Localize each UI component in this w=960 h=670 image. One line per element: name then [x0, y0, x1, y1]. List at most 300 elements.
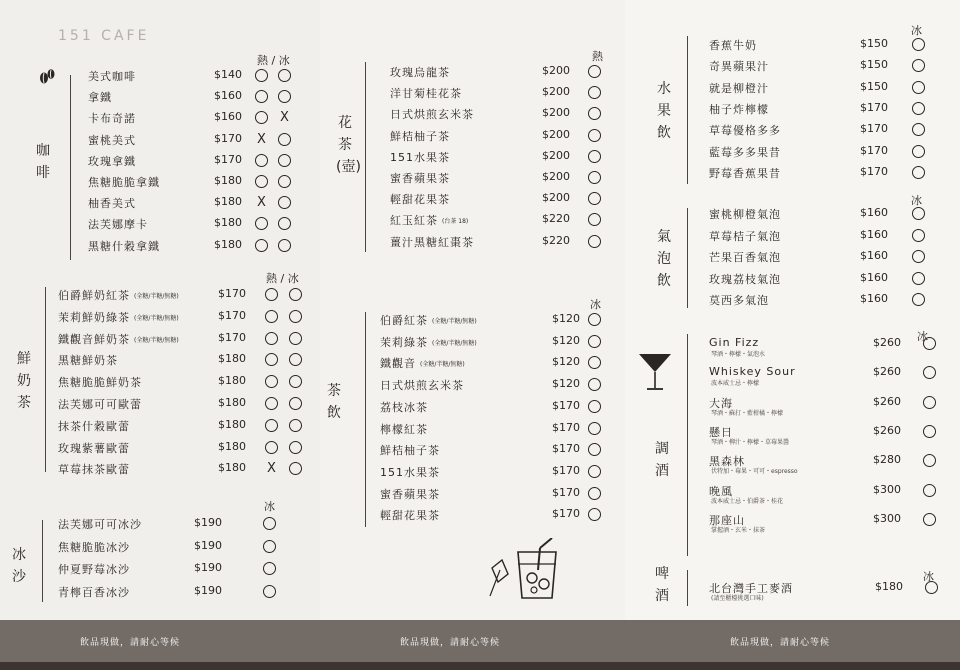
cocktail-item	[709, 365, 939, 386]
item-name: 草莓優格多多	[709, 124, 781, 138]
sparkling-ice-header: 冰	[911, 194, 922, 207]
tea-item	[380, 464, 610, 485]
item-note: (全糖/半糖/無糖)	[432, 339, 477, 347]
ice-option-mark	[278, 196, 291, 209]
fruit-item	[709, 37, 929, 58]
hot-option-mark	[588, 86, 601, 99]
ice-option-mark	[912, 38, 925, 51]
item-name: 151水果茶	[390, 150, 450, 164]
milk-tea-item	[58, 331, 308, 352]
item-price: $170	[860, 164, 888, 178]
ice-option-mark	[263, 585, 276, 598]
item-price: $180	[218, 396, 246, 409]
sparkling-item	[709, 206, 929, 227]
footer-bar	[320, 620, 625, 662]
item-ingredients: 琴酒・檸檬・氣泡水	[711, 351, 766, 358]
item-name: 檸檬紅茶	[380, 422, 428, 436]
item-note: (全糖/半糖/無糖)	[134, 293, 179, 300]
item-name: 焦糖脆脆冰沙	[58, 540, 130, 554]
hot-option-mark	[255, 217, 268, 230]
milk-tea-item	[58, 287, 308, 308]
ice-option-mark	[912, 123, 925, 136]
item-name: 柚子炸檸檬	[709, 102, 769, 116]
ice-option-mark	[923, 425, 936, 438]
smoothie-item	[58, 561, 283, 582]
sparkling-item	[709, 292, 929, 313]
item-name: 日式烘煎玄米茶	[380, 379, 464, 393]
hot-option-mark	[255, 90, 268, 103]
ice-option-mark	[588, 487, 601, 500]
ice-option-mark	[912, 272, 925, 285]
item-price: $180	[218, 352, 246, 366]
ice-option-mark	[923, 513, 936, 526]
ice-option-mark	[588, 508, 601, 521]
item-note: (全糖/半糖/無糖)	[432, 318, 477, 325]
ice-option-mark	[278, 154, 291, 167]
ice-option-mark	[588, 465, 601, 478]
ice-option-mark	[263, 540, 276, 553]
item-price: $150	[860, 58, 888, 72]
item-price: $170	[552, 420, 580, 434]
item-note: (全糖/半糖/無糖)	[420, 361, 465, 369]
item-name: 香蕉牛奶	[709, 39, 757, 52]
item-price: $180	[218, 374, 246, 388]
item-name: 草莓桔子氣泡	[709, 229, 781, 243]
item-name: 鐵觀音鮮奶茶 (全糖/半糖/無糖)	[58, 332, 179, 346]
item-price: $170	[218, 308, 246, 322]
item-name: 輕甜花果茶	[390, 193, 450, 207]
hot-option-mark	[588, 192, 601, 205]
item-name: 玫瑰烏龍茶	[390, 66, 450, 79]
ice-option-mark	[923, 454, 936, 467]
item-price: $180	[218, 439, 246, 453]
coffee-item	[88, 68, 303, 89]
item-price: $180	[875, 580, 903, 593]
flower-tea-item	[390, 64, 610, 85]
cocktail-item	[709, 336, 939, 357]
item-name: 茉莉鮮奶綠茶 (全糖/半糖/無糖)	[58, 310, 179, 324]
ice-option-mark	[289, 441, 302, 454]
hot-option-mark	[588, 235, 601, 248]
item-name: 薑汁黑糖紅棗茶	[390, 235, 474, 249]
item-price: $170	[860, 122, 888, 136]
flower-tea-item	[390, 106, 610, 127]
item-price: $200	[542, 191, 570, 205]
flower-tea-item	[390, 85, 610, 106]
flower-tea-hot-header: 熱	[592, 50, 603, 63]
item-note: (全糖/半糖/無糖)	[134, 314, 179, 322]
ice-option-mark	[289, 288, 302, 301]
ice-option-mark	[588, 356, 601, 369]
item-name: 就是柳橙汁	[709, 81, 769, 95]
ice-option-mark	[278, 217, 291, 230]
flower-tea-item	[390, 170, 610, 191]
item-price: $200	[542, 170, 570, 183]
divider	[687, 36, 688, 184]
cocktail-item	[709, 453, 939, 474]
ice-option-mark	[278, 239, 291, 252]
item-price: $120	[552, 333, 580, 347]
item-price: $160	[860, 249, 888, 262]
hot-option-mark	[588, 129, 601, 142]
ice-option-mark	[278, 133, 291, 146]
ice-option-mark: X	[280, 110, 289, 126]
tea-item	[380, 377, 610, 398]
menu-panel-middle	[320, 0, 625, 662]
item-name: 荔枝冰茶	[380, 400, 428, 414]
fruit-ice-header: 冰	[911, 24, 922, 37]
beer-ice-header: 冰	[923, 570, 934, 583]
milk-tea-item	[58, 461, 308, 482]
item-price: $180	[214, 195, 242, 209]
item-name: 151水果茶	[380, 465, 440, 479]
ice-option-mark	[912, 207, 925, 220]
hot-option-mark	[265, 375, 278, 388]
item-price: $180	[214, 216, 242, 230]
divider	[687, 208, 688, 308]
item-price: $160	[860, 292, 888, 305]
item-price: $200	[542, 127, 570, 141]
divider	[365, 312, 366, 527]
smoothie-ice-header: 冰	[264, 500, 275, 513]
hot-option-mark	[265, 332, 278, 345]
tea-category-title: 茶飲	[327, 383, 341, 421]
cocktail-item	[709, 512, 939, 533]
item-name: 蜜桃柳橙氣泡	[709, 208, 781, 221]
coffee-item	[88, 132, 303, 153]
item-price: $160	[214, 110, 242, 124]
item-price: $200	[542, 85, 570, 99]
coffee-item	[88, 89, 303, 110]
divider	[365, 62, 366, 252]
item-ingredients: 掌握酒・玄米・抹茶	[711, 526, 766, 534]
ice-option-mark	[912, 145, 925, 158]
menu-panel-left	[0, 0, 320, 662]
smoothie-category-title: 冰沙	[12, 547, 26, 585]
tea-item	[380, 486, 610, 507]
flower-tea-item	[390, 212, 610, 233]
coffee-hot-ice-header: 熱 / 冰	[257, 54, 290, 67]
item-ingredients: 波本威士忌・伯爵茶・桂花	[711, 497, 784, 505]
hot-option-mark	[265, 353, 278, 366]
hot-option-mark: X	[257, 195, 266, 211]
tea-item	[380, 421, 610, 442]
smoothie-item	[58, 516, 283, 537]
item-name: 黑森林	[709, 455, 745, 469]
ice-option-mark	[263, 562, 276, 575]
item-name: 法芙娜可可冰沙	[58, 518, 142, 531]
item-name: 焦糖脆脆拿鐵	[88, 176, 160, 189]
milk-tea-category-title: 鮮奶茶	[17, 351, 31, 411]
coffee-item	[88, 195, 303, 216]
footer-bar	[625, 620, 960, 662]
item-name: 莫西多氣泡	[709, 294, 769, 307]
ice-option-mark	[289, 375, 302, 388]
tea-item	[380, 334, 610, 355]
ice-option-mark	[588, 400, 601, 413]
flower-tea-item	[390, 234, 610, 255]
hot-option-mark	[588, 171, 601, 184]
item-name: 那座山	[709, 513, 745, 527]
hot-option-mark	[255, 111, 268, 124]
item-price: $120	[552, 312, 580, 325]
coffee-category-title: 咖啡	[36, 143, 50, 181]
item-ingredients: 琴酒・柳汁・檸檬・草莓果醬	[711, 438, 790, 446]
flower-tea-category-title: 花茶(壺)	[336, 115, 361, 175]
item-price: $160	[860, 206, 888, 219]
milk-tea-hot-ice-header: 熱 / 冰	[266, 272, 299, 285]
tea-item	[380, 312, 610, 333]
milk-tea-item	[58, 396, 308, 417]
item-price: $260	[873, 423, 901, 437]
item-name: 芒果百香氣泡	[709, 251, 781, 264]
item-name: 抹茶什穀歐蕾	[58, 419, 130, 433]
item-price: $150	[860, 79, 888, 93]
item-name: 日式烘煎玄米茶	[390, 108, 474, 122]
item-name: Gin Fizz	[709, 336, 760, 349]
item-name: 北台灣手工麥酒	[709, 582, 793, 595]
cocktail-glass-icon	[637, 350, 673, 392]
tea-ice-header: 冰	[590, 298, 601, 311]
hot-option-mark	[255, 175, 268, 188]
item-price: $170	[552, 442, 580, 456]
ice-option-mark	[923, 337, 936, 350]
ice-option-mark	[588, 335, 601, 348]
flower-tea-item	[390, 149, 610, 170]
item-name: 仲夏野莓冰沙	[58, 563, 130, 576]
sparkling-category-title: 氣泡飲	[657, 229, 671, 289]
item-price: $260	[873, 394, 901, 408]
cocktail-item	[709, 395, 939, 416]
ice-option-mark	[588, 378, 601, 391]
item-name: 奇異蘋果汁	[709, 60, 769, 74]
item-price: $260	[873, 336, 901, 349]
item-name: 玫瑰拿鐵	[88, 154, 136, 168]
hot-option-mark	[265, 397, 278, 410]
ice-option-mark	[588, 422, 601, 435]
milk-tea-item	[58, 309, 308, 330]
item-name: 玫瑰荔枝氣泡	[709, 272, 781, 286]
item-price: $140	[214, 68, 242, 81]
item-name: 蜜香蘋果茶	[380, 487, 440, 501]
item-price: $190	[194, 583, 222, 597]
item-price: $170	[218, 330, 246, 344]
item-price: $220	[542, 233, 570, 247]
ice-option-mark	[912, 59, 925, 72]
ice-option-mark	[588, 443, 601, 456]
divider	[70, 75, 71, 260]
item-name: 法芙娜可可歐蕾	[58, 398, 142, 411]
item-ingredients: (請至櫃檯挑選口味)	[711, 595, 764, 602]
item-price: $170	[552, 507, 580, 521]
cocktail-item	[709, 483, 939, 504]
item-price: $300	[873, 482, 901, 496]
ice-option-mark	[912, 293, 925, 306]
ice-option-mark	[588, 313, 601, 326]
item-name: 柚香美式	[88, 197, 136, 211]
cocktail-ice-header: 冰	[917, 330, 928, 343]
item-price: $170	[552, 398, 580, 412]
ice-option-mark	[263, 517, 276, 530]
item-name: Whiskey Sour	[709, 365, 796, 379]
ice-option-mark	[289, 397, 302, 410]
item-ingredients: 琴酒・蘇打・藍柑橘・檸檬	[711, 409, 784, 417]
item-name: 伯爵鮮奶紅茶 (全糖/半糖/無糖)	[58, 289, 179, 302]
item-price: $160	[214, 89, 242, 103]
smoothie-item	[58, 584, 283, 605]
item-name: 紅玉紅茶 (台茶 18)	[390, 214, 469, 228]
milk-tea-item	[58, 374, 308, 395]
footer-notice: 飲品現做，請耐心等候	[80, 638, 181, 648]
item-price: $150	[860, 37, 888, 50]
flower-tea-item	[390, 128, 610, 149]
fruit-item	[709, 122, 929, 143]
item-price: $190	[194, 561, 222, 574]
ice-option-mark	[912, 81, 925, 94]
milk-tea-item	[58, 352, 308, 373]
item-price: $160	[860, 227, 888, 241]
ice-option-mark	[923, 396, 936, 409]
ice-option-mark	[923, 484, 936, 497]
item-name: 洋甘菊桂花茶	[390, 87, 462, 101]
hot-option-mark	[588, 150, 601, 163]
cocktail-item	[709, 424, 939, 445]
divider	[687, 334, 688, 556]
ice-option-mark	[289, 332, 302, 345]
coffee-item	[88, 238, 303, 259]
ice-option-mark	[912, 166, 925, 179]
item-price: $180	[214, 237, 242, 251]
item-name: 拿鐵	[88, 91, 112, 105]
hot-option-mark	[265, 310, 278, 323]
item-price: $120	[552, 355, 580, 369]
tea-item	[380, 442, 610, 463]
hot-option-mark	[588, 213, 601, 226]
divider	[45, 287, 46, 472]
item-price: $220	[542, 212, 570, 226]
flower-tea-item	[390, 191, 610, 212]
beer-item	[709, 580, 941, 601]
item-ingredients: 伏特加・莓果・可可・espresso	[711, 468, 798, 476]
item-note: (全糖/半糖/無糖)	[134, 336, 179, 344]
cocktail-category-title: 調酒	[655, 441, 669, 479]
tea-item	[380, 507, 610, 528]
item-price: $120	[552, 377, 580, 391]
item-name: 焦糖脆脆鮮奶茶	[58, 376, 142, 390]
fruit-item	[709, 58, 929, 79]
ice-option-mark	[923, 366, 936, 379]
divider	[687, 570, 688, 606]
hot-option-mark	[265, 288, 278, 301]
item-price: $170	[860, 100, 888, 114]
hot-option-mark	[255, 239, 268, 252]
item-price: $190	[194, 538, 222, 552]
tea-item	[380, 399, 610, 420]
item-price: $200	[542, 106, 570, 120]
item-name: 大海	[709, 396, 733, 410]
ice-option-mark	[289, 419, 302, 432]
footer-bar	[0, 620, 320, 662]
fruit-item	[709, 101, 929, 122]
item-price: $180	[214, 174, 242, 187]
divider	[42, 520, 43, 602]
item-name: 卡布奇諾	[88, 112, 136, 126]
item-price: $170	[214, 152, 242, 166]
milk-tea-item	[58, 418, 308, 439]
hot-option-mark	[255, 154, 268, 167]
ice-option-mark	[925, 581, 938, 594]
sparkling-item	[709, 271, 929, 292]
ice-option-mark	[289, 462, 302, 475]
ice-option-mark	[912, 229, 925, 242]
beer-category-title: 啤酒	[655, 566, 669, 604]
item-name: 鮮桔柚子茶	[380, 444, 440, 458]
hot-option-mark	[588, 107, 601, 120]
item-price: $180	[218, 461, 246, 475]
ice-option-mark	[912, 250, 925, 263]
item-price: $170	[214, 131, 242, 145]
item-name: 青檸百香冰沙	[58, 585, 130, 599]
item-price: $170	[218, 287, 246, 300]
item-name: 草莓抹茶歐蕾	[58, 463, 130, 477]
item-price: $170	[552, 485, 580, 499]
item-name: 輕甜花果茶	[380, 509, 440, 523]
item-price: $190	[194, 516, 222, 529]
ice-option-mark	[278, 175, 291, 188]
item-ingredients: 波本威士忌・檸檬	[711, 380, 760, 388]
item-price: $280	[873, 453, 901, 467]
item-price: $300	[873, 511, 901, 525]
hot-option-mark	[265, 419, 278, 432]
menu-panel-right	[625, 0, 960, 662]
item-name: 鮮桔柚子茶	[390, 129, 450, 143]
coffee-item	[88, 110, 303, 131]
item-name: 懸日	[709, 425, 733, 439]
footer-notice: 飲品現做，請耐心等候	[730, 638, 831, 648]
item-name: 黑糖鮮奶茶	[58, 354, 118, 368]
item-note: (台茶 18)	[442, 218, 469, 226]
smoothie-item	[58, 539, 283, 560]
footer-notice: 飲品現做，請耐心等候	[400, 638, 501, 648]
hot-option-mark: X	[257, 131, 266, 147]
iced-drink-icon	[480, 538, 560, 608]
ice-option-mark	[912, 102, 925, 115]
hot-option-mark	[588, 65, 601, 78]
item-price: $170	[552, 463, 580, 477]
hot-option-mark	[255, 69, 268, 82]
hot-option-mark	[265, 441, 278, 454]
ice-option-mark	[278, 69, 291, 82]
hot-option-mark: X	[267, 461, 276, 477]
item-name: 茉莉綠茶 (全糖/半糖/無糖)	[380, 335, 477, 349]
item-name: 蜜香蘋果茶	[390, 172, 450, 185]
fruit-item	[709, 144, 929, 165]
coffee-item	[88, 153, 303, 174]
sparkling-item	[709, 249, 929, 270]
item-price: $200	[542, 148, 570, 162]
sparkling-item	[709, 228, 929, 249]
item-name: 蜜桃美式	[88, 133, 136, 147]
fruit-item	[709, 80, 929, 101]
item-name: 黑糖什穀拿鐵	[88, 239, 160, 253]
fruit-category-title: 水果飲	[657, 81, 671, 141]
ice-option-mark	[289, 310, 302, 323]
item-price: $160	[860, 270, 888, 284]
item-name: 美式咖啡	[88, 70, 136, 83]
item-name: 晚風	[709, 484, 733, 498]
ice-option-mark	[278, 90, 291, 103]
coffee-item	[88, 174, 303, 195]
